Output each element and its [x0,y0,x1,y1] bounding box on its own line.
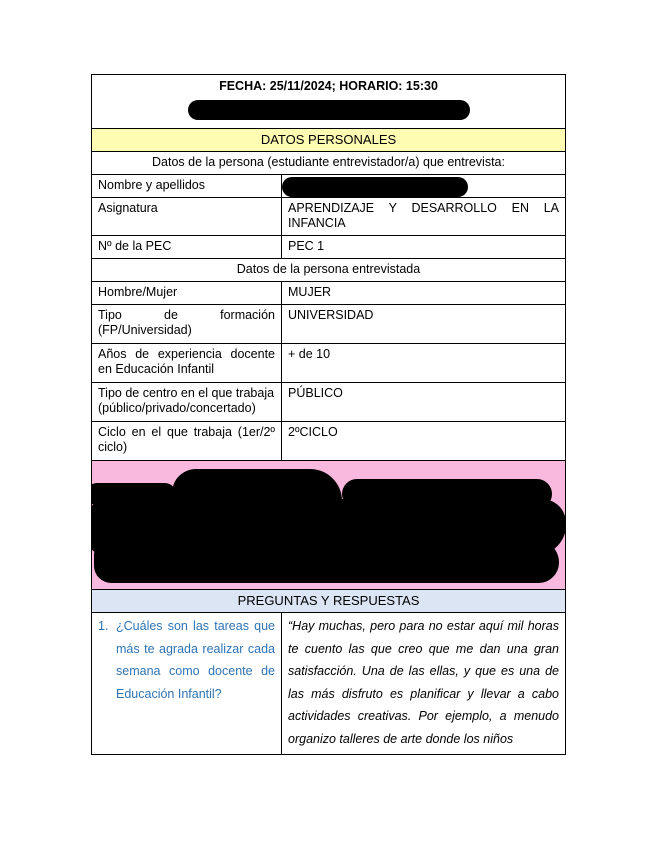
pec-row [92,236,566,259]
preguntas-row [92,590,566,613]
header-cell [92,75,566,129]
sexo-row [92,282,566,305]
redacted-name-field [282,177,468,197]
sexo-value: MUJER [282,282,566,305]
entrevistada-intro: Datos de la persona entrevistada [92,259,566,282]
formacion-row [92,305,566,344]
fecha-horario: FECHA: 25/11/2024; HORARIO: 15:30 [219,79,438,93]
header-row [92,75,566,129]
experiencia-row [92,344,566,383]
interview-form [91,74,565,755]
qa-row-1 [92,613,566,755]
pec-value: PEC 1 [282,236,566,259]
nombre-label: Nombre y apellidos [92,175,282,198]
interview-table [91,74,566,755]
entrevistador-intro: Datos de la persona (estudiante entrevistador/a) que entrevista: [92,152,566,175]
answer-cell [282,613,566,755]
nombre-value [282,175,566,198]
asignatura-value: APRENDIZAJE Y DESARROLLO EN LA INFANCIA [282,198,566,236]
datos-personales-heading: DATOS PERSONALES [92,129,566,152]
centro-label: Tipo de centro en el que trabaja (público/privado/concertado) [92,383,282,422]
redacted-block [92,461,566,590]
redaction-mark-4 [94,539,559,583]
sexo-label: Hombre/Mujer [92,282,282,305]
question-number: 1. [98,619,109,633]
formacion-value: UNIVERSIDAD [282,305,566,344]
pec-label: Nº de la PEC [92,236,282,259]
experiencia-value: + de 10 [282,344,566,383]
redacted-block-row [92,461,566,590]
asignatura-row [92,198,566,236]
entrevistador-intro-row [92,152,566,175]
question-text: ¿Cuáles son las tareas que más te agrada realizar cada semana como docente de Educación Infantil? [116,619,275,701]
redaction-mark-5 [342,479,552,509]
centro-row [92,383,566,422]
entrevistada-intro-row [92,259,566,282]
datos-personales-row [92,129,566,152]
centro-value: PÚBLICO [282,383,566,422]
ciclo-row [92,422,566,461]
question-cell [92,613,282,755]
answer-text: “Hay muchas, pero para no estar aquí mil horas te cuento las que creo que me dan una gran satisfacción. Una de las ellas, y que es una de las más disfruto es planificar y llevar a cabo actividades creativas. Por ejemplo, a menudo organizo talleres de arte donde los niños [288,619,559,746]
ciclo-value: 2ºCICLO [282,422,566,461]
formacion-label: Tipo de formación (FP/Universidad) [92,305,282,344]
asignatura-label: Asignatura [92,198,282,236]
experiencia-label: Años de experiencia docente en Educación Infantil [92,344,282,383]
nombre-row [92,175,566,198]
ciclo-label: Ciclo en el que trabaja (1er/2º ciclo) [92,422,282,461]
preguntas-heading: PREGUNTAS Y RESPUESTAS [92,590,566,613]
redacted-name-header [188,100,470,120]
